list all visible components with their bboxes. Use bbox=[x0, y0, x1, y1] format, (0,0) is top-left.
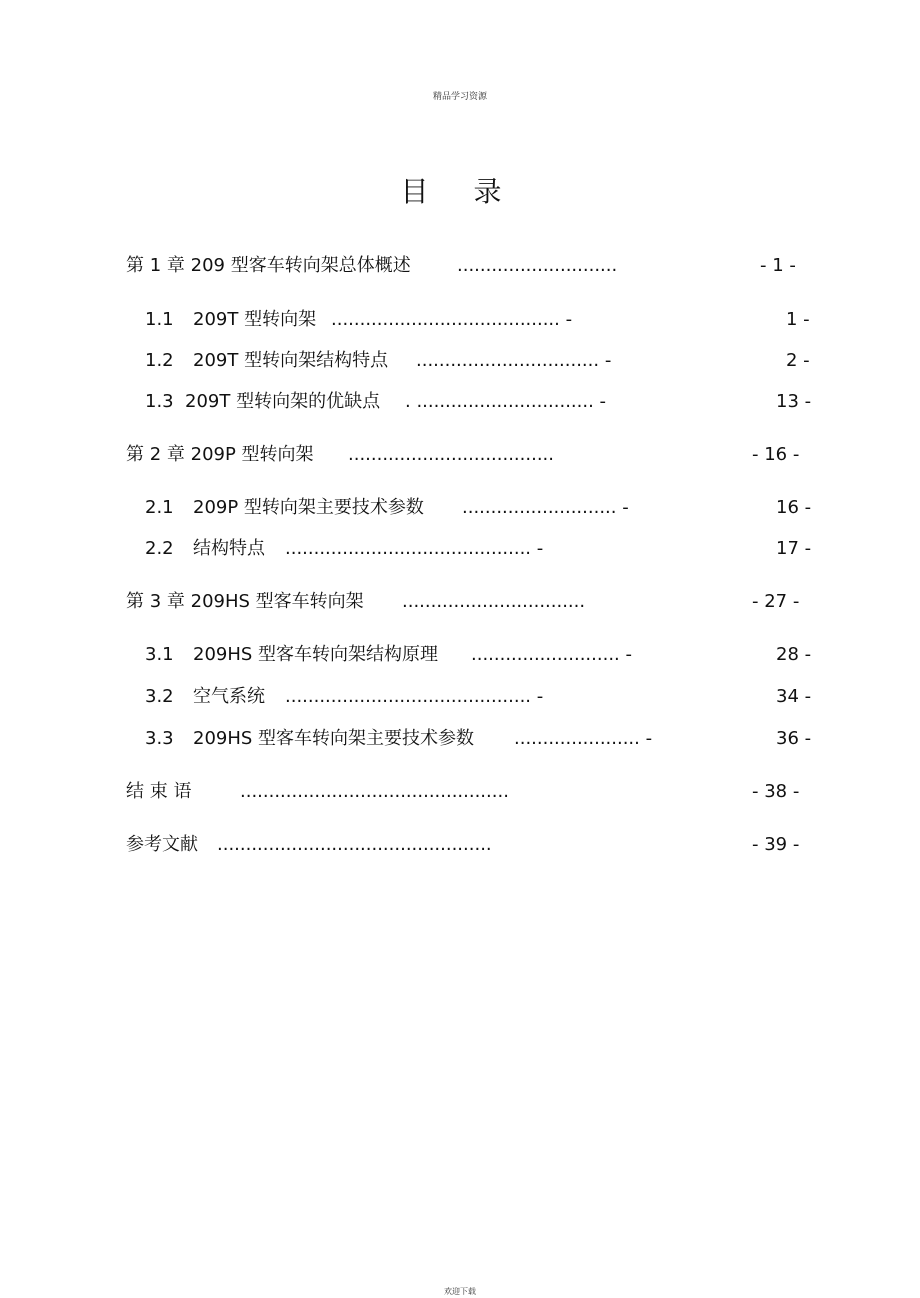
toc-entry-label: 结构特点 bbox=[193, 538, 265, 559]
toc-entry-number: 3.1 bbox=[145, 644, 174, 665]
toc-entry-chapter-2[interactable] bbox=[0, 443, 920, 467]
toc-entry-label: 第 1 章 209 型客车转向架总体概述 bbox=[126, 255, 411, 276]
toc-entry-label: 209P 型转向架主要技术参数 bbox=[193, 497, 424, 518]
toc-entry-number: 1.2 bbox=[145, 350, 174, 371]
toc-entry-label: 209T 型转向架的优缺点 bbox=[185, 391, 381, 412]
toc-entry-dots: ........................................ - bbox=[331, 309, 573, 330]
toc-entry-page: - 1 - bbox=[760, 255, 796, 276]
page-title: 目 录 bbox=[400, 175, 520, 208]
toc-entry-3-3[interactable] bbox=[0, 727, 920, 751]
toc-entry-number: 1.1 bbox=[145, 309, 174, 330]
toc-entry-dots: ................................ - bbox=[416, 350, 612, 371]
toc-entry-references[interactable] bbox=[0, 833, 920, 857]
toc-entry-dots: ........................................... - bbox=[285, 538, 544, 559]
toc-entry-1-3[interactable] bbox=[0, 390, 920, 414]
toc-entry-number: 3.3 bbox=[145, 728, 174, 749]
toc-entry-dots: ........................................... - bbox=[285, 686, 544, 707]
toc-entry-dots: .......................... - bbox=[471, 644, 632, 665]
toc-entry-label: 209T 型转向架结构特点 bbox=[193, 350, 389, 371]
toc-entry-1-2[interactable] bbox=[0, 349, 920, 373]
toc-entry-dots: ................................ bbox=[402, 591, 586, 612]
toc-entry-number: 2.2 bbox=[145, 538, 174, 559]
toc-entry-label: 209HS 型客车转向架主要技术参数 bbox=[193, 728, 475, 749]
toc-entry-label: 第 2 章 209P 型转向架 bbox=[126, 444, 314, 465]
toc-entry-conclusion[interactable] bbox=[0, 780, 920, 804]
toc-entry-page: - 16 - bbox=[752, 444, 800, 465]
toc-entry-2-1[interactable] bbox=[0, 496, 920, 520]
toc-entry-chapter-1[interactable] bbox=[0, 254, 920, 278]
toc-entry-number: 3.2 bbox=[145, 686, 174, 707]
toc-entry-page: - 39 - bbox=[752, 834, 800, 855]
toc-entry-page: 2 - bbox=[786, 350, 810, 371]
toc-entry-label: 结 束 语 bbox=[126, 781, 192, 802]
toc-entry-page: 36 - bbox=[776, 728, 812, 749]
toc-entry-page: 1 - bbox=[786, 309, 810, 330]
toc-entry-dots: ............................................... bbox=[240, 781, 509, 802]
toc-entry-dots: .................................... bbox=[348, 444, 554, 465]
toc-entry-dots: ............................ bbox=[457, 255, 618, 276]
toc-entry-page: 28 - bbox=[776, 644, 812, 665]
toc-entry-label: 空气系统 bbox=[193, 686, 265, 707]
toc-entry-label: 209T 型转向架 bbox=[193, 309, 317, 330]
toc-entry-1-1[interactable] bbox=[0, 308, 920, 332]
toc-entry-3-1[interactable] bbox=[0, 643, 920, 667]
page-header: 精品学习资源 bbox=[432, 92, 487, 102]
toc-entry-3-2[interactable] bbox=[0, 685, 920, 709]
toc-entry-chapter-3[interactable] bbox=[0, 590, 920, 614]
toc-entry-page: 17 - bbox=[776, 538, 812, 559]
toc-entry-page: 34 - bbox=[776, 686, 812, 707]
toc-entry-label: 参考文献 bbox=[126, 834, 198, 855]
toc-entry-page: 16 - bbox=[776, 497, 812, 518]
toc-entry-dots: ...................... - bbox=[514, 728, 653, 749]
toc-entry-2-2[interactable] bbox=[0, 537, 920, 561]
toc-entry-label: 209HS 型客车转向架结构原理 bbox=[193, 644, 439, 665]
toc-entry-page: 13 - bbox=[776, 391, 812, 412]
page-footer: 欢迎下载 bbox=[444, 1287, 476, 1296]
toc-entry-page: - 27 - bbox=[752, 591, 800, 612]
toc-entry-dots: . ............................... - bbox=[405, 391, 607, 412]
toc-entry-label: 第 3 章 209HS 型客车转向架 bbox=[126, 591, 364, 612]
toc-entry-number: 2.1 bbox=[145, 497, 174, 518]
toc-entry-dots: ................................................ bbox=[217, 834, 492, 855]
toc-entry-number: 1.3 bbox=[145, 391, 174, 412]
toc-entry-page: - 38 - bbox=[752, 781, 800, 802]
toc-entry-dots: ........................... - bbox=[462, 497, 629, 518]
